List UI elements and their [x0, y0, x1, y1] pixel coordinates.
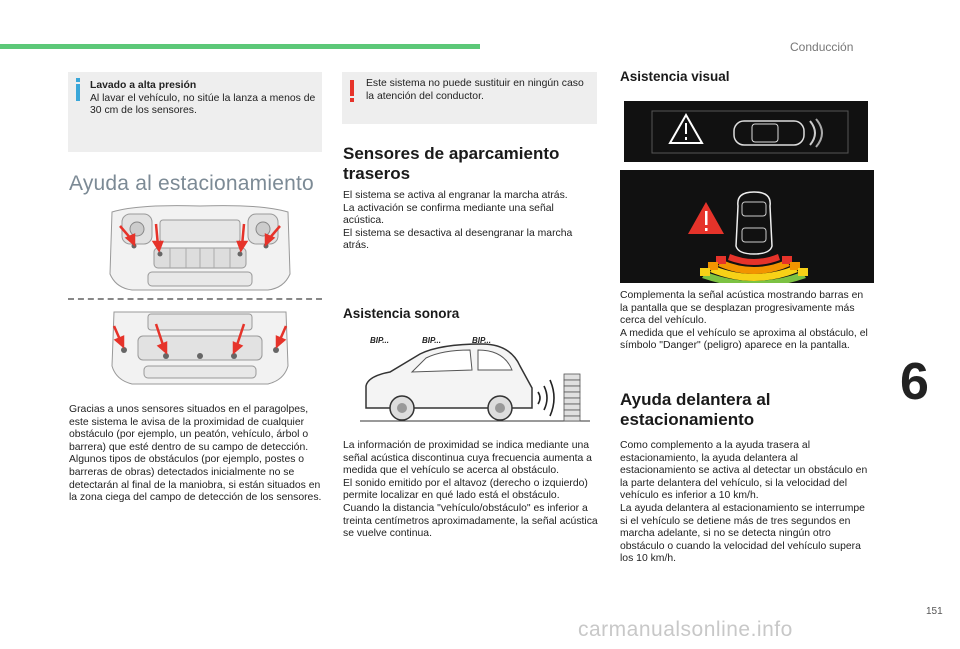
intro-line: La activación se confirma mediante una señal acústica. [343, 202, 554, 227]
top-accent-bar [0, 44, 480, 49]
chapter-number: 6 [900, 353, 929, 411]
info-box-title: Lavado a alta presión [90, 80, 197, 91]
visual-assist-text [620, 290, 872, 353]
paragraph: Complementa la señal acústica mostrando barras en la pantalla que se desplazan progresivamente más cerca del vehículo. [620, 290, 864, 327]
visual-assist-heading: Asistencia visual [620, 69, 730, 84]
display-screen-danger [624, 101, 868, 162]
danger-display [624, 101, 868, 162]
page-number: 151 [926, 606, 943, 617]
paragraph: A medida que el vehículo se aproxima al obstáculo, el símbolo "Danger" (peligro) aparece en la pantalla. [620, 327, 868, 352]
rear-bumper-illustration [108, 306, 292, 390]
rear-sensors-heading: Sensores de aparcamiento traseros [343, 144, 560, 183]
info-box [68, 72, 322, 152]
parking-bars-display [620, 170, 874, 283]
front-assist-heading: Ayuda delantera al estacionamiento [620, 390, 771, 429]
warning-box-text: Este sistema no puede sustituir en ningún caso la atención del conductor. [366, 78, 584, 102]
divider-dashed [68, 298, 322, 300]
watermark: carmanualsonline.info [578, 618, 793, 641]
col1-paragraph: Gracias a unos sensores situados en el paragolpes, este sistema le avisa de la proximidad de cualquier obstáculo (por ejemplo, un peatón, vehículo, árbol o barrera) que esté dentro de su campo de detección. Algunos tipos de obstáculos (por ejemplo, postes o barreras de obras) detectados inicialmente no se detectarán al final de la maniobra, si están situados en la zona ciega del campo de detección de los sensores. [69, 404, 322, 504]
beep-label: BIP... [472, 336, 491, 345]
info-icon [76, 78, 81, 101]
info-box-text: Al lavar el vehículo, no sitúe la lanza a menos de 30 cm de los sensores. [90, 92, 316, 117]
intro-line: El sistema se desactiva al desengranar la marcha atrás. [343, 227, 573, 252]
beep-label: BIP... [422, 336, 441, 345]
rear-sensors-intro [343, 190, 593, 253]
warning-exclamation-icon [350, 80, 354, 102]
acoustic-assist-heading: Asistencia sonora [343, 306, 460, 321]
beep-label: BIP... [370, 336, 389, 345]
page-title: Ayuda al estacionamiento [69, 172, 314, 195]
section-title: Conducción [790, 40, 854, 54]
paragraph: Como complemento a la ayuda trasera al estacionamiento, la ayuda delantera al estacionamiento se activa al detectar un obstáculo en la parte delantera del vehículo, si la velocidad del vehículo es inferior a 10 km/h. [620, 440, 868, 502]
warning-box [342, 72, 597, 124]
paragraph: El sonido emitido por el altavoz (derecho o izquierdo) permite localizar en qué lado está el obstáculo. [343, 477, 588, 502]
front-assist-text [620, 440, 872, 566]
front-bumper-illustration [108, 204, 292, 296]
paragraph: La ayuda delantera al estacionamiento se interrumpe si el vehículo se detiene más de tres segundos en marcha adelante, si no se detecta ningún otro obstáculo o cuando la velocidad del vehículo supera los 10 km/h. [620, 502, 865, 565]
intro-line: El sistema se activa al engranar la marcha atrás. [343, 190, 568, 201]
paragraph: La información de proximidad se indica mediante una señal acústica discontinua cuya frecuencia aumenta a medida que el vehículo se acerca al obstáculo. [343, 440, 592, 477]
display-screen-parking [620, 170, 874, 283]
paragraph: Cuando la distancia "vehículo/obstáculo" es inferior a treinta centímetros aproximadamente, la señal acústica se vuelve continua. [343, 502, 598, 540]
acoustic-assist-text [343, 440, 601, 541]
